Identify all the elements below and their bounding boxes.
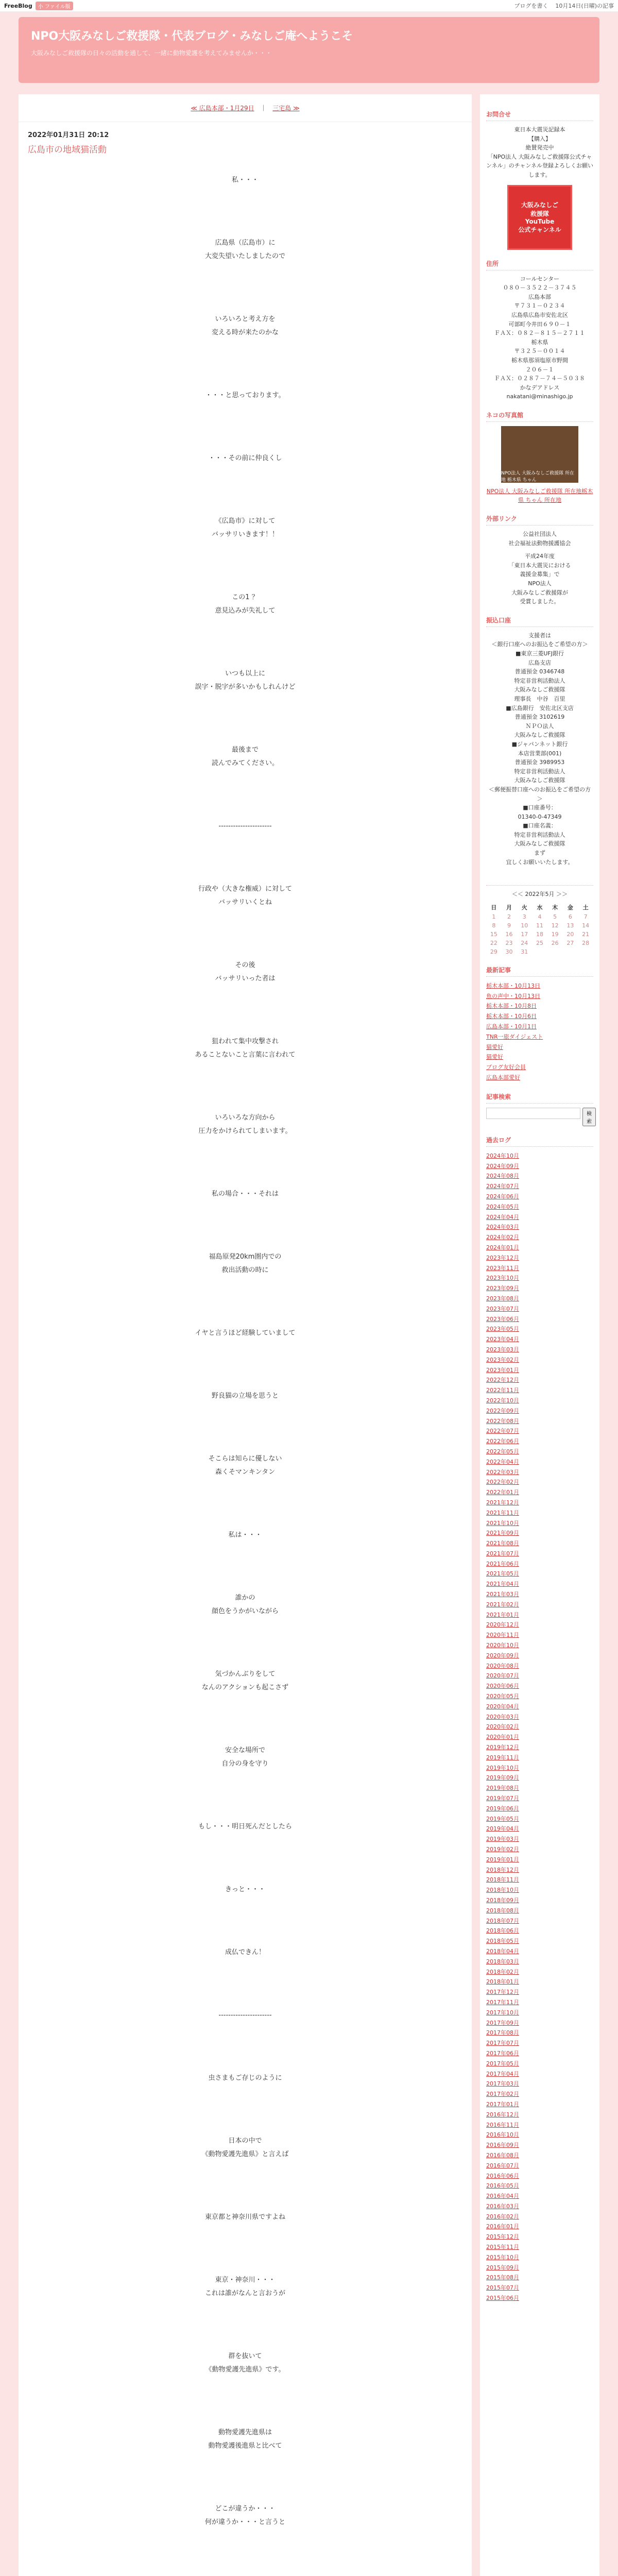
archive-month-link[interactable]: 2017年01月 (486, 2100, 519, 2108)
calendar-day: 14 (582, 922, 590, 929)
address-line: かなデアドレス (520, 384, 560, 391)
entry-paragraph: ---------------------- (218, 822, 272, 830)
archive-month-link[interactable]: 2022年06月 (486, 1438, 519, 1445)
archive-month-link[interactable]: 2022年12月 (486, 1377, 519, 1384)
donation-line: 支援者は (528, 632, 551, 639)
archive-month-link[interactable]: 2023年01月 (486, 1366, 519, 1374)
archive-month-link[interactable]: 2024年08月 (486, 1173, 519, 1180)
address-line: 〒３２５－００１４ (514, 348, 565, 355)
archive-month-link[interactable]: 2015年06月 (486, 2295, 519, 2302)
badge-line: 救援隊 (530, 210, 549, 218)
archive-month-link[interactable]: 2022年09月 (486, 1407, 519, 1414)
address-line: ２０６－１ (525, 366, 554, 373)
donation-line: 大阪みなしご救援隊 (514, 840, 565, 848)
today-article-link[interactable]: 10月14日(日曜)の記事 (555, 3, 614, 9)
badge-line: 公式チャンネル (518, 226, 561, 234)
award-line: 受賞しました。 (520, 598, 560, 605)
donation-line: ■ジャパンネット銀行 (511, 740, 568, 748)
photo-link[interactable]: NPO法人 大阪みなしご救援隊 所在地栃木県 ちゃん 所在地 (486, 487, 593, 504)
calendar-day: 15 (490, 930, 497, 938)
calendar-day: 18 (536, 930, 543, 938)
archive-month-link[interactable]: 2020年09月 (486, 1652, 519, 1659)
archive-month-link[interactable]: 2024年06月 (486, 1193, 519, 1200)
donation-line: 本店営業部(001) (518, 750, 562, 757)
archive-month-link[interactable]: 2017年10月 (486, 2009, 519, 2016)
entry-paragraph: 群を抜いて 《動物愛護先進県》です。 (205, 2352, 285, 2374)
donation-line: ＜銀行口座へのお振込をご希望の方＞ (491, 641, 588, 648)
address-line: 栃木県 (531, 338, 548, 346)
archive-month-link[interactable]: 2021年10月 (486, 1519, 519, 1527)
archive-month-link[interactable]: 2022年10月 (486, 1397, 519, 1404)
next-entry-link[interactable]: 三宅島 ≫ (272, 105, 300, 112)
archive-month-link[interactable]: 2023年05月 (486, 1326, 519, 1333)
calendar-title[interactable]: ＜＜ 2022年5月 ＞＞ (512, 891, 568, 898)
entry-paragraph: 《広島市》に対して バッサリいきます！！ (211, 517, 279, 538)
archive-month-link[interactable]: 2021年02月 (486, 1601, 519, 1608)
blog-description: 大阪みなしご救援隊の日々の活動を通して、一緒に動物愛護を考えてみませんか・・・ (31, 49, 272, 57)
donation-line: ■広島銀行 安佐北区支店 (506, 704, 574, 711)
archive-list (486, 1151, 593, 2303)
address-line: 広島県広島市安佐北区 (511, 311, 568, 318)
photo-caption: NPO法人 大阪みなしご救援隊 所在地 栃木県 ちゃん (501, 470, 574, 483)
archive-month-link[interactable]: 2019年07月 (486, 1795, 519, 1802)
archive-month-link[interactable]: 2017年02月 (486, 2091, 519, 2098)
entry-paragraph: どこが違うか・・・ 何が違うか・・・と言うと (204, 2505, 285, 2526)
write-blog-link[interactable]: ブログを書く (514, 3, 548, 9)
calendar-day: 13 (566, 922, 574, 929)
archive-month-link[interactable]: 2017年07月 (486, 2040, 519, 2047)
org-heading: 外部リンク (486, 514, 593, 526)
archive-month-link[interactable]: 2022年07月 (486, 1428, 519, 1435)
archive-month-link[interactable]: 2019年03月 (486, 1836, 519, 1843)
archive-month-link[interactable]: 2019年12月 (486, 1744, 519, 1751)
donation-line: ＮＰＯ法人 (525, 722, 554, 730)
archive-month-link[interactable]: 2024年02月 (486, 1234, 519, 1241)
donation-text (486, 631, 593, 867)
award-line: 「東日本大震災における (508, 562, 571, 569)
archive-month-link[interactable]: 2016年07月 (486, 2162, 519, 2169)
archive-month-link[interactable]: 2019年10月 (486, 1764, 519, 1771)
archive-month-link[interactable]: 2017年03月 (486, 2080, 519, 2088)
lite-version-link[interactable]: 小 ファイル版 (36, 2, 73, 10)
recent-article-link[interactable]: 魚の声中・10月13日 (486, 992, 540, 999)
archive-month-link[interactable]: 2021年06月 (486, 1560, 519, 1567)
recent-article-link[interactable]: 猫愛好 (486, 1043, 503, 1050)
search-heading: 記事検索 (486, 1092, 593, 1104)
youtube-channel-badge[interactable] (507, 185, 572, 250)
archive-month-link[interactable]: 2019年11月 (486, 1754, 519, 1761)
entry-paragraph: 福島原発20km圏内での 救出活動の時に (209, 1253, 282, 1274)
archive-month-link[interactable]: 2016年02月 (486, 2213, 519, 2220)
recent-article-link[interactable]: 広島本部愛好 (486, 1074, 520, 1081)
entry-paragraph: 安全な場所で 自分の身を守り (221, 1747, 269, 1768)
calendar-day: 23 (505, 939, 513, 946)
donation-line: 特定非営利活動法人 (514, 677, 565, 684)
archive-month-link[interactable]: 2018年11月 (486, 1876, 519, 1884)
calendar-day: 25 (536, 939, 543, 946)
calendar-day: 11 (536, 922, 543, 929)
calendar-day: 26 (551, 939, 559, 946)
entry-paragraph: ・・・その前に仲良くし (208, 454, 282, 462)
entry-paragraph: もし・・・明日死んだとしたら (198, 1823, 292, 1831)
profile-line: 絶賛発売中 (525, 144, 554, 151)
donation-line: 宜しくお願いいたします。 (506, 858, 574, 866)
profile-text (486, 125, 593, 180)
archive-month-link[interactable]: 2023年08月 (486, 1295, 519, 1302)
profile-line: 「NPO法人 大阪みなしご救援隊公式チャンネル」のチャンネル登録よろしくお願いします。 (486, 153, 594, 178)
calendar-day: 1 (492, 913, 496, 920)
entry-paragraph: いろいろな方向から 圧力をかけられてしまいます。 (198, 1114, 292, 1135)
calendar-day: 7 (583, 913, 588, 920)
recent-article-link[interactable]: 猫愛好 (486, 1054, 503, 1061)
donation-line: ■東京三菱UFJ銀行 (515, 650, 564, 657)
recent-article-link[interactable]: 栃木本部・10月6日 (486, 1013, 537, 1020)
archive-month-link[interactable]: 2016年12月 (486, 2111, 519, 2118)
calendar (486, 902, 593, 956)
entry-paragraph: 私・・・ (231, 176, 259, 184)
archive-month-link[interactable]: 2019年09月 (486, 1774, 519, 1782)
entry-paragraph: ・・・と思っております。 (205, 392, 285, 399)
donation-line: 広島支店 (528, 659, 551, 666)
recent-heading: 最新記事 (486, 965, 593, 977)
archive-month-link[interactable]: 2017年12月 (486, 1989, 519, 1996)
entry-navigation (19, 94, 472, 122)
archive-month-link[interactable]: 2015年11月 (486, 2244, 519, 2251)
recent-article-link[interactable]: 栃木本部・10月8日 (486, 1003, 537, 1010)
archive-month-link[interactable]: 2022年11月 (486, 1387, 519, 1394)
calendar-day: 30 (505, 948, 513, 955)
entry-paragraph: 誰かの 顔色をうかがいながら (211, 1594, 279, 1615)
calendar-day: 27 (566, 939, 574, 946)
address-line: ＦＡＸ：０２８７－７４－５０３８ (494, 375, 585, 382)
entry-paragraph: 広島県（広島市）に 大変失望いたしましたので (204, 239, 285, 260)
archive-month-link[interactable]: 2021年08月 (486, 1540, 519, 1547)
address-line: ０８０－３５２２－３７４５ (503, 284, 577, 292)
archive-month-link[interactable]: 2017年05月 (486, 2060, 519, 2067)
calendar-day: 31 (521, 948, 528, 955)
archive-month-link[interactable]: 2015年07月 (486, 2284, 519, 2292)
archive-month-link[interactable]: 2024年04月 (486, 1213, 519, 1221)
archive-month-link[interactable]: 2016年06月 (486, 2172, 519, 2179)
archive-month-link[interactable]: 2024年05月 (486, 1203, 519, 1210)
archive-month-link[interactable]: 2022年01月 (486, 1489, 519, 1496)
badge-line: YouTube (525, 218, 555, 226)
archive-month-link[interactable]: 2016年04月 (486, 2193, 519, 2200)
donation-line: ■口座名義： (523, 822, 557, 829)
archive-month-link[interactable]: 2022年03月 (486, 1468, 519, 1476)
donation-line: 理事長 中谷 百里 (514, 695, 565, 702)
calendar-day (547, 947, 563, 956)
blog-header (19, 17, 599, 83)
blog-service-brand[interactable]: FreeBlog (4, 2, 32, 9)
archive-month-link[interactable]: 2024年03月 (486, 1224, 519, 1231)
archive-month-link[interactable]: 2021年01月 (486, 1611, 519, 1618)
calendar-day: 8 (492, 922, 496, 929)
entry-paragraph: イヤと言うほど経験していまして (195, 1329, 296, 1337)
top-bar (0, 0, 618, 12)
archive-month-link[interactable]: 2018年02月 (486, 1968, 519, 1975)
donation-line: 特定非営利活動法人 (514, 831, 565, 838)
archive-month-link[interactable]: 2016年10月 (486, 2131, 519, 2139)
archive-month-link[interactable]: 2017年11月 (486, 1998, 519, 2006)
calendar-day: 28 (582, 939, 590, 946)
entry-paragraph: 成仏できん！ (225, 1948, 265, 1956)
award-text (486, 552, 593, 606)
sidebar (480, 94, 599, 2576)
archive-month-link[interactable]: 2016年05月 (486, 2182, 519, 2190)
archive-month-link[interactable]: 2018年12月 (486, 1866, 519, 1873)
archive-month-link[interactable]: 2023年02月 (486, 1356, 519, 1363)
calendar-day: 21 (582, 930, 590, 938)
donation-line: 普通預金 0346748 (514, 668, 565, 675)
recent-article-link[interactable]: 広島本部・10月1日 (486, 1023, 537, 1030)
calendar-weekday: 水 (537, 904, 543, 911)
archive-month-link[interactable]: 2023年06月 (486, 1315, 519, 1323)
address-line: 広島本部 (528, 293, 551, 300)
calendar-day: 17 (521, 930, 528, 938)
entry-paragraph: 私は・・・ (228, 1531, 262, 1539)
org-links (486, 530, 593, 548)
archive-month-link[interactable]: 2018年05月 (486, 1938, 519, 1945)
profile-heading: お問合せ (486, 110, 593, 121)
org-link: 公益社団法人 (523, 531, 557, 538)
archive-month-link[interactable]: 2019年01月 (486, 1856, 519, 1863)
archive-month-link[interactable]: 2019年04月 (486, 1825, 519, 1833)
donation-line: ＜郵便振替口座へのお振込をご希望の方＞ (489, 786, 591, 802)
photo-heading: ネコの写真館 (486, 411, 593, 422)
entry-paragraph: 動物愛護先進県は 動物愛護後進県と比べて (208, 2429, 282, 2450)
entry-paragraph: いつも以上に 誤字・脱字が多いかもしれんけど (195, 670, 296, 691)
badge-line: 大阪みなしご (521, 201, 558, 209)
entry-paragraph: その後 バッサリいった者は (215, 961, 276, 982)
archive-month-link[interactable]: 2020年03月 (486, 1713, 519, 1720)
calendar-day: 16 (505, 930, 513, 938)
archive-month-link[interactable]: 2017年09月 (486, 2019, 519, 2026)
calendar-day: 12 (551, 922, 559, 929)
donation-line: 01340-0-47349 (518, 813, 562, 820)
entry-paragraph: いろいろと考え方を 変える時が来たのかな (211, 315, 279, 336)
archive-month-link[interactable]: 2015年12月 (486, 2233, 519, 2241)
entry-body (19, 158, 472, 2576)
archive-month-link[interactable]: 2024年10月 (486, 1152, 519, 1159)
archive-month-link[interactable]: 2021年12月 (486, 1499, 519, 1506)
profile-line: 東日本大震災記録本 (514, 126, 565, 133)
calendar-day: 3 (522, 913, 526, 920)
calendar-weekday: 金 (567, 904, 573, 911)
address-line: 栃木県那須塩原市野間 (511, 357, 568, 364)
address-text (486, 275, 593, 401)
calendar-day: 9 (507, 922, 511, 929)
calendar-weekday: 月 (506, 904, 512, 911)
entry-paragraph: 狙われて集中攻撃され あることないこと言葉に言われて (195, 1038, 296, 1059)
archive-month-link[interactable]: 2020年05月 (486, 1693, 519, 1700)
cat-photo[interactable] (501, 426, 578, 483)
main-content (19, 94, 472, 2576)
donation-line: 特定非営利活動法人 (514, 768, 565, 775)
profile-line: 【購入】 (528, 135, 551, 142)
donation-line: 大阪みなしご救援隊 (514, 686, 565, 693)
archive-heading: 過去ログ (486, 1136, 593, 1147)
archive-month-link[interactable]: 2022年08月 (486, 1417, 519, 1425)
archive-month-link[interactable]: 2022年04月 (486, 1458, 519, 1465)
archive-month-link[interactable]: 2019年05月 (486, 1815, 519, 1822)
entry-paragraph: きっと・・・ (225, 1886, 265, 1893)
archive-month-link[interactable]: 2016年01月 (486, 2223, 519, 2230)
nav-separator: ｜ (260, 105, 267, 112)
archive-month-link[interactable]: 2017年04月 (486, 2070, 519, 2077)
search-form (486, 1108, 593, 1126)
calendar-day: 29 (490, 948, 497, 955)
entry-paragraph: そこらは知らに優しない 森くそマンキンタン (208, 1455, 282, 1476)
calendar-day: 19 (551, 930, 559, 938)
archive-month-link[interactable]: 2021年07月 (486, 1550, 519, 1557)
archive-month-link[interactable]: 2022年05月 (486, 1448, 519, 1455)
entry-paragraph: 日本の中で 《動物愛護先進県》と言えば (201, 2137, 289, 2158)
archive-month-link[interactable]: 2021年09月 (486, 1530, 519, 1537)
search-input[interactable] (486, 1108, 580, 1119)
entry-paragraph: 野良猫の立場を思うと (211, 1392, 279, 1400)
calendar-weekday: 土 (582, 904, 589, 911)
donation-line: 普通預金 3102619 (514, 714, 565, 721)
award-line: 義援金募集」で (520, 571, 560, 578)
calendar-day: 4 (538, 913, 542, 920)
archive-month-link[interactable]: 2017年08月 (486, 2029, 519, 2037)
archive-month-link[interactable]: 2020年02月 (486, 1723, 519, 1731)
calendar-weekday: 日 (491, 904, 497, 911)
archive-month-link[interactable]: 2016年03月 (486, 2202, 519, 2210)
archive-month-link[interactable]: 2024年01月 (486, 1244, 519, 1251)
entry-paragraph: 東京都と神奈川県ですよね (204, 2213, 285, 2221)
archive-month-link[interactable]: 2019年06月 (486, 1805, 519, 1812)
calendar-day: 20 (566, 930, 574, 938)
archive-month-link[interactable]: 2023年11月 (486, 1264, 519, 1272)
archive-month-link[interactable]: 2024年09月 (486, 1162, 519, 1170)
search-button[interactable]: 検索 (582, 1108, 596, 1126)
archive-month-link[interactable]: 2020年08月 (486, 1662, 519, 1669)
entry-paragraph: 気づかんぶりをして なんのアクションも起こさず (201, 1670, 289, 1691)
archive-month-link[interactable]: 2018年08月 (486, 1907, 519, 1914)
archive-month-link[interactable]: 2022年02月 (486, 1479, 519, 1486)
archive-month-link[interactable]: 2020年06月 (486, 1683, 519, 1690)
address-line: コールセンター (520, 275, 560, 282)
entry-date: 2022年01月31日 20:12 (28, 131, 109, 139)
archive-month-link[interactable]: 2016年08月 (486, 2151, 519, 2159)
archive-month-link[interactable]: 2021年11月 (486, 1509, 519, 1516)
archive-month-link[interactable]: 2023年09月 (486, 1285, 519, 1292)
calendar-day: 2 (507, 913, 511, 920)
calendar-weekday: 木 (552, 904, 558, 911)
archive-month-link[interactable]: 2024年07月 (486, 1183, 519, 1190)
archive-month-link[interactable]: 2020年12月 (486, 1621, 519, 1629)
archive-month-link[interactable]: 2015年08月 (486, 2274, 519, 2281)
archive-month-link[interactable]: 2015年09月 (486, 2264, 519, 2271)
calendar-day (578, 947, 593, 956)
archive-month-link[interactable]: 2019年08月 (486, 1785, 519, 1792)
archive-month-link[interactable]: 2018年06月 (486, 1927, 519, 1935)
archive-month-link[interactable]: 2020年10月 (486, 1642, 519, 1649)
calendar-day: 5 (553, 913, 557, 920)
address-line: ＦＡＸ：０８２－８１５－２７１１ (494, 330, 585, 337)
award-line: 平成24年度 (525, 553, 555, 560)
prev-entry-link[interactable]: ≪ 広島本部・1月29日 (191, 105, 254, 112)
archive-month-link[interactable]: 2023年10月 (486, 1275, 519, 1282)
donation-line: 大阪みなしご救援隊 (514, 777, 565, 784)
calendar-weekday: 火 (521, 904, 527, 911)
calendar-day: 10 (521, 922, 528, 929)
entry-paragraph: この1 ？ 意見込みが失礼して (215, 594, 276, 615)
calendar-day: 6 (568, 913, 572, 920)
calendar-day (563, 947, 578, 956)
entry-paragraph: 行政や（大きな権威）に対して バッサリいくとね (198, 885, 292, 906)
donate-heading: 振込口座 (486, 616, 593, 627)
archive-month-link[interactable]: 2021年04月 (486, 1581, 519, 1588)
archive-month-link[interactable]: 2018年09月 (486, 1896, 519, 1904)
archive-month-link[interactable]: 2020年11月 (486, 1632, 519, 1639)
archive-month-link[interactable]: 2019年02月 (486, 1846, 519, 1853)
archive-month-link[interactable]: 2017年06月 (486, 2049, 519, 2057)
archive-month-link[interactable]: 2020年04月 (486, 1703, 519, 1710)
award-line: NPO法人 (528, 580, 552, 587)
entry-paragraph: 虫さまもご存じのように (208, 2074, 282, 2082)
recent-article-link[interactable]: 栃木本部・10月13日 (486, 982, 540, 989)
entry-paragraph: 東京・神奈川・・・ これは誰がなんと言おうが (204, 2276, 285, 2297)
entry-title[interactable]: 広島市の地域猫活動 (28, 145, 107, 155)
archive-month-link[interactable]: 2020年07月 (486, 1672, 519, 1680)
entry-paragraph: 最後まで 読んでみてください。 (211, 746, 279, 767)
archive-month-link[interactable]: 2023年03月 (486, 1346, 519, 1353)
donation-line: ■口座番号： (523, 804, 557, 811)
blog-title[interactable]: NPO大阪みなしご救援隊・代表ブログ・みなしご庵へようこそ (31, 30, 353, 43)
recent-article-link[interactable]: ブログ友好会員 (486, 1064, 526, 1071)
entry-paragraph: ---------------------- (218, 2011, 272, 2019)
recent-list (486, 981, 593, 1083)
archive-month-link[interactable]: 2015年10月 (486, 2253, 519, 2261)
donation-line: 普通預金 3989953 (514, 759, 565, 766)
org-link: 社会福祉法動物援護協会 (508, 539, 571, 547)
archive-month-link[interactable]: 2018年01月 (486, 1978, 519, 1986)
entry-paragraph: 私の場合・・・それは (211, 1190, 279, 1198)
archive-month-link[interactable]: 2016年09月 (486, 2142, 519, 2149)
calendar-day: 22 (490, 939, 497, 946)
address-line: nakatani@minashigo.jp (506, 393, 573, 400)
archive-month-link[interactable]: 2023年07月 (486, 1305, 519, 1312)
archive-month-link[interactable]: 2018年10月 (486, 1887, 519, 1894)
calendar-day (532, 947, 547, 956)
recent-article-link[interactable]: TNR一旅ダイジェスト (486, 1033, 543, 1040)
archive-month-link[interactable]: 2018年04月 (486, 1947, 519, 1955)
donation-line: 大阪みなしご救援隊 (514, 732, 565, 739)
address-heading: 住所 (486, 259, 593, 270)
archive-month-link[interactable]: 2018年03月 (486, 1958, 519, 1965)
calendar-heading (486, 876, 593, 886)
donation-line: まず (534, 850, 545, 857)
archive-month-link[interactable]: 2023年12月 (486, 1254, 519, 1261)
archive-month-link[interactable]: 2021年03月 (486, 1591, 519, 1598)
address-line: 〒７３１－０２３４ (514, 302, 565, 310)
address-line: 可部町今井田６９０－１ (508, 320, 571, 328)
archive-month-link[interactable]: 2018年07月 (486, 1917, 519, 1924)
award-line: 大阪みなしご救援隊が (511, 589, 568, 596)
archive-month-link[interactable]: 2021年05月 (486, 1570, 519, 1578)
calendar-day: 24 (521, 939, 528, 946)
archive-month-link[interactable]: 2020年01月 (486, 1734, 519, 1741)
archive-month-link[interactable]: 2023年04月 (486, 1336, 519, 1343)
archive-month-link[interactable]: 2016年11月 (486, 2121, 519, 2128)
